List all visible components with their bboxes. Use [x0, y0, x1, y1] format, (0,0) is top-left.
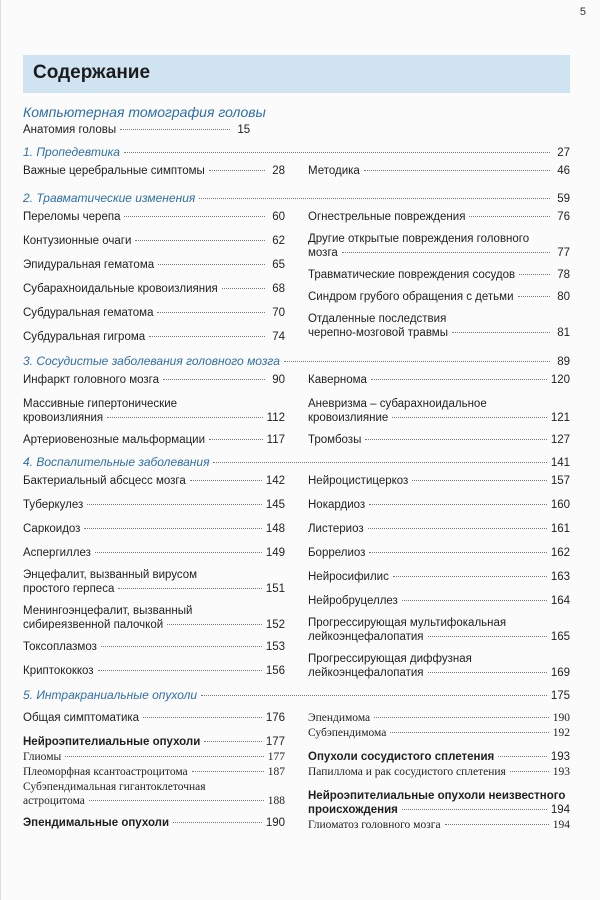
chapter-4-entries [23, 474, 570, 688]
toc-entry[interactable]: Листериоз 161 [308, 523, 570, 535]
toc-entry[interactable]: Токсоплазмоз 153 [23, 641, 285, 653]
toc-entry[interactable]: Нейроэпителиальные опухоли 177 [23, 736, 285, 748]
toc-entry[interactable]: Туберкулез 145 [23, 499, 285, 511]
contents-title: Содержание [33, 62, 151, 83]
toc-entry[interactable]: Менингоэнцефалит, вызванный сибиреязвенной палочкой 152 [23, 605, 285, 631]
toc-entry[interactable]: Прогрессирующая диффузная лейкоэнцефалопатия 169 [308, 653, 570, 679]
toc-entry[interactable]: Эпендимома 190 [308, 712, 570, 724]
toc-entry[interactable]: Важные церебральные симптомы 28 [23, 165, 285, 177]
page-number: 5 [579, 6, 586, 18]
chapter-3[interactable]: 3. Сосудистые заболевания головного мозга 89 [23, 354, 570, 368]
toc-entry[interactable]: Инфаркт головного мозга 90 [23, 374, 285, 386]
toc-entry[interactable]: Прогрессирующая мультифокальная лейкоэнцефалопатия 165 [308, 617, 570, 643]
toc-entry[interactable]: Нейросифилис 163 [308, 571, 570, 583]
toc-entry[interactable]: Каверномa 120 [308, 374, 570, 386]
toc-entry[interactable]: Нейроцистицеркоз 157 [308, 475, 570, 487]
toc-entry[interactable]: Субэпендимома 192 [308, 727, 570, 739]
toc-entry[interactable]: Аспергиллез 149 [23, 547, 285, 559]
toc-entry[interactable]: Глиоматоз головного мозга 194 [308, 819, 570, 831]
toc-entry[interactable]: Эпендимальные опухоли 190 [23, 817, 285, 829]
toc-entry[interactable]: Артериовенозные мальформации 117 [23, 434, 285, 446]
toc [23, 104, 570, 835]
chapter-1-entries [23, 164, 570, 181]
toc-entry[interactable]: Другие открытые повреждения головного мозга 77 [308, 233, 570, 259]
toc-entry[interactable]: Общая симптоматика 176 [23, 712, 285, 724]
toc-entry[interactable]: Субдуральная гематома 70 [23, 307, 285, 319]
toc-entry[interactable]: Нейроэпителиальные опухоли неизвестного происхождения 194 [308, 790, 570, 816]
toc-entry[interactable]: Энцефалит, вызванный вирусом простого герпеса 151 [23, 569, 285, 595]
toc-entry[interactable]: Плеоморфная ксантоастроцитома 187 [23, 766, 285, 778]
chapter-3-entries [23, 373, 570, 455]
toc-entry[interactable]: Контузионные очаги 62 [23, 235, 285, 247]
toc-entry[interactable]: Эпидуральная гематома 65 [23, 259, 285, 271]
chapter-4[interactable]: 4. Воспалительные заболевания 141 [23, 455, 570, 469]
toc-entry[interactable]: Субарахноидальные кровоизлияния 68 [23, 283, 285, 295]
toc-entry[interactable]: Саркоидоз 148 [23, 523, 285, 535]
toc-entry[interactable]: Криптококкоз 156 [23, 665, 285, 677]
chapter-5[interactable]: 5. Интракраниальные опухоли 175 [23, 688, 570, 702]
book-title: Компьютерная томография головы [23, 104, 266, 120]
toc-entry[interactable]: Бактериальный абсцесс мозга 142 [23, 475, 285, 487]
toc-entry[interactable]: Нейробруцеллез 164 [308, 595, 570, 607]
toc-entry[interactable]: Глиомы 177 [23, 751, 285, 763]
toc-entry[interactable]: Огнестрельные повреждения 76 [308, 211, 570, 223]
toc-entry[interactable]: Синдром грубого обращения с детьми 80 [308, 291, 570, 303]
toc-entry[interactable]: Папиллома и рак сосудистого сплетения 193 [308, 766, 570, 778]
toc-entry[interactable]: Травматические повреждения сосудов 78 [308, 269, 570, 281]
toc-entry[interactable]: Нокардиоз 160 [308, 499, 570, 511]
toc-entry[interactable]: Переломы черепа 60 [23, 211, 285, 223]
chapter-1[interactable]: 1. Пропедевтика 27 [23, 145, 570, 159]
toc-entry[interactable]: Опухоли сосудистого сплетения 193 [308, 751, 570, 763]
toc-entry[interactable]: Методика 46 [308, 165, 570, 177]
chapter-5-entries [23, 711, 570, 835]
toc-entry[interactable]: Тромбозы 127 [308, 434, 570, 446]
toc-entry[interactable]: Массивные гипертонические кровоизлияния 112 [23, 398, 285, 424]
page-edge [0, 0, 1, 900]
toc-entry[interactable]: Аневризма – субарахноидальное кровоизлияние 121 [308, 398, 570, 424]
toc-entry[interactable]: Отдаленные последствия черепно-мозговой травмы 81 [308, 313, 570, 339]
toc-entry[interactable]: Субдуральная гигрома 74 [23, 331, 285, 343]
contents-header [23, 55, 570, 93]
toc-entry[interactable]: Субэпендимальная гигантоклеточная астроцитома 188 [23, 781, 285, 807]
toc-entry[interactable]: Боррелиоз 162 [308, 547, 570, 559]
chapter-2[interactable]: 2. Травматические изменения 59 [23, 191, 570, 205]
toc-entry[interactable]: Анатомия головы 15 [23, 124, 251, 136]
chapter-2-entries [23, 210, 570, 354]
